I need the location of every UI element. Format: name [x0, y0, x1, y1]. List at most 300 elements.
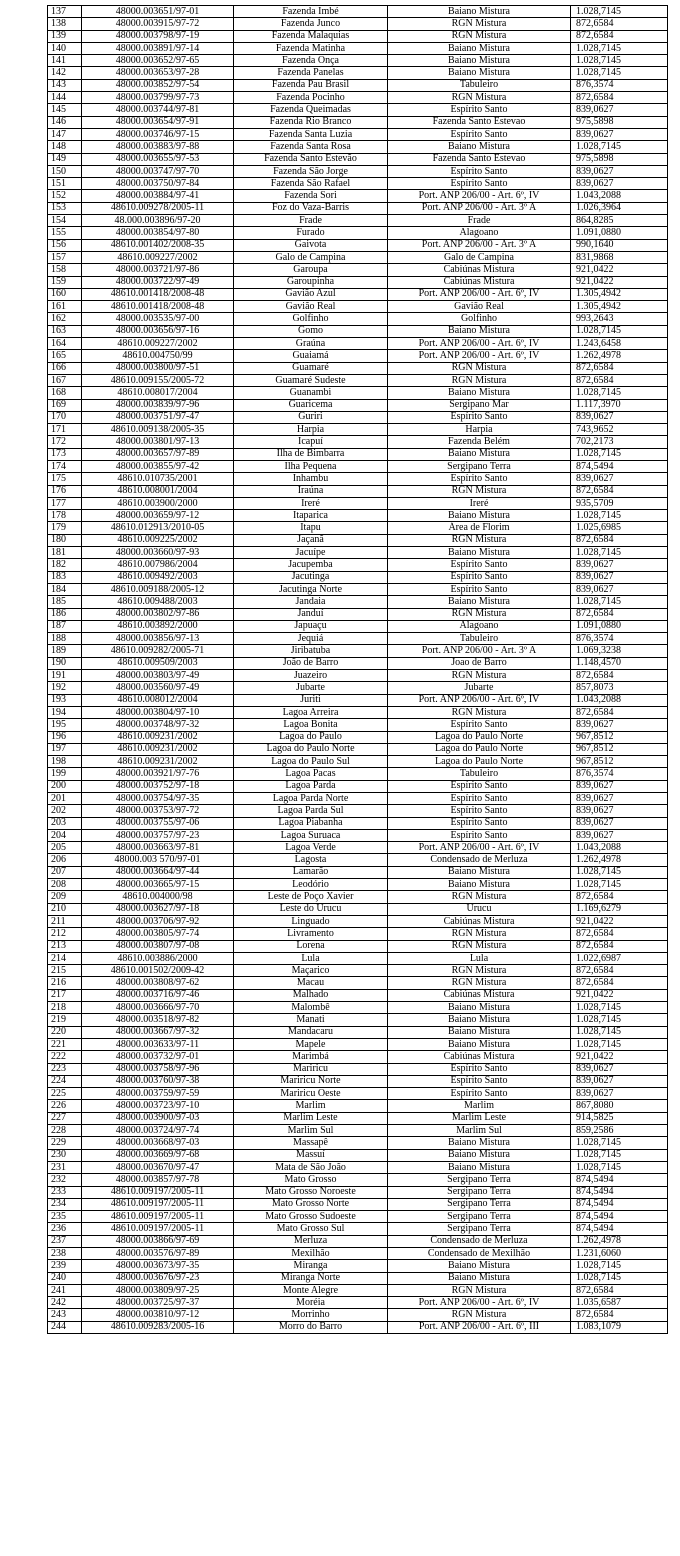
row-number: 155	[48, 227, 82, 239]
row-number: 206	[48, 854, 82, 866]
reference-price: 967,8512	[571, 756, 668, 768]
field-name: Frade	[234, 215, 388, 227]
reference-oil: Espírito Santo	[388, 104, 571, 116]
table-row	[48, 92, 668, 104]
row-number: 233	[48, 1186, 82, 1198]
field-name: Golfinho	[234, 313, 388, 325]
reference-price: 872,6584	[571, 928, 668, 940]
reference-oil: Baiano Mistura	[388, 596, 571, 608]
process-number: 48000.003802/97-86	[82, 608, 234, 620]
reference-price: 872,6584	[571, 670, 668, 682]
field-name: Inhambu	[234, 473, 388, 485]
process-number: 48000.003855/97-42	[82, 460, 234, 472]
process-number: 48000.003666/97-70	[82, 1002, 234, 1014]
field-name: Fazenda São Jorge	[234, 165, 388, 177]
reference-price: 743,9652	[571, 424, 668, 436]
row-number: 147	[48, 128, 82, 140]
process-number: 48000.003884/97-41	[82, 190, 234, 202]
field-name: Marlim Sul	[234, 1125, 388, 1137]
reference-price: 1.028,7145	[571, 1149, 668, 1161]
reference-price: 1.069,3238	[571, 645, 668, 657]
reference-oil: Port. ANP 206/00 - Art. 6º, III	[388, 1321, 571, 1333]
field-name: Gavião Azul	[234, 288, 388, 300]
table-row	[48, 1026, 668, 1038]
reference-price: 831,9868	[571, 251, 668, 263]
row-number: 204	[48, 829, 82, 841]
row-number: 193	[48, 694, 82, 706]
reference-oil: Espírito Santo	[388, 571, 571, 583]
field-name: Japuaçu	[234, 620, 388, 632]
field-name: Mariricu	[234, 1063, 388, 1075]
process-number: 48000.003808/97-62	[82, 977, 234, 989]
row-number: 154	[48, 215, 82, 227]
table-row	[48, 374, 668, 386]
process-number: 48000.003921/97-76	[82, 768, 234, 780]
reference-oil: Lagoa do Paulo Norte	[388, 756, 571, 768]
row-number: 205	[48, 842, 82, 854]
reference-oil: Port. ANP 206/00 - Art. 6º, IV	[388, 288, 571, 300]
reference-oil: Espírito Santo	[388, 719, 571, 731]
reference-oil: RGN Mistura	[388, 940, 571, 952]
field-name: Juazeiro	[234, 670, 388, 682]
reference-price: 935,5709	[571, 497, 668, 509]
table-row	[48, 1297, 668, 1309]
reference-oil: Port. ANP 206/00 - Art. 6º, IV	[388, 338, 571, 350]
reference-oil: Sergipano Terra	[388, 1186, 571, 1198]
field-name: Jiribatuba	[234, 645, 388, 657]
row-number: 153	[48, 202, 82, 214]
row-number: 181	[48, 547, 82, 559]
reference-price: 839,0627	[571, 571, 668, 583]
process-number: 48000.003801/97-13	[82, 436, 234, 448]
reference-price: 921,0422	[571, 915, 668, 927]
table-row	[48, 1112, 668, 1124]
fields-table-container	[47, 5, 667, 1334]
reference-oil: RGN Mistura	[388, 1284, 571, 1296]
field-name: Fazenda Matinha	[234, 42, 388, 54]
table-row	[48, 596, 668, 608]
row-number: 243	[48, 1309, 82, 1321]
field-name: Maçarico	[234, 965, 388, 977]
field-name: Malombê	[234, 1002, 388, 1014]
reference-price: 874,5494	[571, 1186, 668, 1198]
reference-oil: RGN Mistura	[388, 928, 571, 940]
table-row	[48, 485, 668, 497]
row-number: 185	[48, 596, 82, 608]
field-name: Mato Grosso Sul	[234, 1223, 388, 1235]
table-row	[48, 1309, 668, 1321]
table-row	[48, 497, 668, 509]
row-number: 163	[48, 325, 82, 337]
row-number: 211	[48, 915, 82, 927]
reference-price: 1.025,6985	[571, 522, 668, 534]
table-row	[48, 1272, 668, 1284]
table-row	[48, 522, 668, 534]
table-row	[48, 1125, 668, 1137]
process-number: 48000.003807/97-08	[82, 940, 234, 952]
table-row	[48, 227, 668, 239]
table-row	[48, 1235, 668, 1247]
reference-price: 1.117,3970	[571, 399, 668, 411]
table-row	[48, 190, 668, 202]
table-row	[48, 768, 668, 780]
table-row	[48, 608, 668, 620]
reference-price: 1.028,7145	[571, 1260, 668, 1272]
field-name: Lagoa Arreira	[234, 706, 388, 718]
process-number: 48610.008017/2004	[82, 387, 234, 399]
process-number: 48000.003670/97-47	[82, 1161, 234, 1173]
reference-oil: Espírito Santo	[388, 817, 571, 829]
table-row	[48, 842, 668, 854]
table-row	[48, 128, 668, 140]
process-number: 48610.004750/99	[82, 350, 234, 362]
process-number: 48000.003900/97-03	[82, 1112, 234, 1124]
reference-oil: Espírito Santo	[388, 583, 571, 595]
row-number: 212	[48, 928, 82, 940]
table-row	[48, 903, 668, 915]
process-number: 48000.003721/97-86	[82, 264, 234, 276]
row-number: 177	[48, 497, 82, 509]
table-row	[48, 854, 668, 866]
reference-oil: Baiano Mistura	[388, 42, 571, 54]
reference-oil: Galo de Campina	[388, 251, 571, 263]
reference-price: 1.028,7145	[571, 55, 668, 67]
reference-oil: Marlim Leste	[388, 1112, 571, 1124]
field-name: Mandacaru	[234, 1026, 388, 1038]
reference-oil: Cabiúnas Mistura	[388, 264, 571, 276]
table-row	[48, 1223, 668, 1235]
table-row	[48, 215, 668, 227]
table-row	[48, 264, 668, 276]
reference-oil: Baiano Mistura	[388, 1137, 571, 1149]
reference-price: 1.028,7145	[571, 141, 668, 153]
reference-oil: Espírito Santo	[388, 128, 571, 140]
field-name: Fazenda Pau Brasil	[234, 79, 388, 91]
row-number: 224	[48, 1075, 82, 1087]
reference-price: 839,0627	[571, 411, 668, 423]
table-row	[48, 165, 668, 177]
field-name: Gaivota	[234, 239, 388, 251]
reference-oil: Baiano Mistura	[388, 879, 571, 891]
row-number: 223	[48, 1063, 82, 1075]
field-name: Fazenda Panelas	[234, 67, 388, 79]
table-row	[48, 1284, 668, 1296]
process-number: 48000.003852/97-54	[82, 79, 234, 91]
process-number: 48610.012913/2010-05	[82, 522, 234, 534]
reference-price: 921,0422	[571, 264, 668, 276]
reference-oil: Baiano Mistura	[388, 1161, 571, 1173]
reference-price: 867,8080	[571, 1100, 668, 1112]
reference-price: 872,6584	[571, 18, 668, 30]
process-number: 48000.003809/97-25	[82, 1284, 234, 1296]
process-number: 48000.003655/97-53	[82, 153, 234, 165]
field-name: Leste de Poço Xavier	[234, 891, 388, 903]
reference-oil: Cabiúnas Mistura	[388, 915, 571, 927]
reference-price: 921,0422	[571, 989, 668, 1001]
table-row	[48, 1321, 668, 1333]
reference-oil: Joao de Barro	[388, 657, 571, 669]
row-number: 219	[48, 1014, 82, 1026]
table-row	[48, 1014, 668, 1026]
table-row	[48, 1051, 668, 1063]
process-number: 48000.003673/97-35	[82, 1260, 234, 1272]
process-number: 48610.007986/2004	[82, 559, 234, 571]
row-number: 222	[48, 1051, 82, 1063]
table-row	[48, 1161, 668, 1173]
field-name: Jacuípe	[234, 547, 388, 559]
table-row	[48, 1260, 668, 1272]
row-number: 158	[48, 264, 82, 276]
process-number: 48000.003667/97-32	[82, 1026, 234, 1038]
reference-oil: RGN Mistura	[388, 977, 571, 989]
field-name: Mato Grosso Norte	[234, 1198, 388, 1210]
row-number: 238	[48, 1247, 82, 1259]
table-row	[48, 1038, 668, 1050]
reference-oil: Golfinho	[388, 313, 571, 325]
table-row	[48, 952, 668, 964]
process-number: 48000.003664/97-44	[82, 866, 234, 878]
reference-oil: Port. ANP 206/00 - Art. 3º A	[388, 202, 571, 214]
process-number: 48000.003866/97-69	[82, 1235, 234, 1247]
reference-oil: Baiano Mistura	[388, 67, 571, 79]
reference-price: 1.028,7145	[571, 1161, 668, 1173]
reference-price: 839,0627	[571, 805, 668, 817]
field-name: Marlim Leste	[234, 1112, 388, 1124]
reference-oil: Sergipano Mar	[388, 399, 571, 411]
table-row	[48, 1075, 668, 1087]
reference-oil: Baiano Mistura	[388, 1038, 571, 1050]
reference-price: 1.028,7145	[571, 67, 668, 79]
field-name: Mexilhão	[234, 1247, 388, 1259]
process-number: 48000.003747/97-70	[82, 165, 234, 177]
row-number: 197	[48, 743, 82, 755]
row-number: 189	[48, 645, 82, 657]
reference-price: 876,3574	[571, 633, 668, 645]
reference-oil: Baiano Mistura	[388, 510, 571, 522]
process-number: 48000.003654/97-91	[82, 116, 234, 128]
row-number: 235	[48, 1211, 82, 1223]
row-number: 140	[48, 42, 82, 54]
reference-price: 864,8285	[571, 215, 668, 227]
field-name: Marlim	[234, 1100, 388, 1112]
process-number: 48000.003746/97-15	[82, 128, 234, 140]
row-number: 240	[48, 1272, 82, 1284]
process-number: 48610.009231/2002	[82, 743, 234, 755]
field-name: Lagosta	[234, 854, 388, 866]
reference-price: 872,6584	[571, 92, 668, 104]
reference-price: 1.083,1079	[571, 1321, 668, 1333]
process-number: 48610.009225/2002	[82, 534, 234, 546]
reference-price: 872,6584	[571, 485, 668, 497]
row-number: 214	[48, 952, 82, 964]
reference-price: 839,0627	[571, 583, 668, 595]
field-name: Linguado	[234, 915, 388, 927]
row-number: 229	[48, 1137, 82, 1149]
reference-oil: Baiano Mistura	[388, 6, 571, 18]
reference-oil: Alagoano	[388, 227, 571, 239]
reference-oil: RGN Mistura	[388, 965, 571, 977]
field-name: Monte Alegre	[234, 1284, 388, 1296]
field-name: Macau	[234, 977, 388, 989]
reference-oil: RGN Mistura	[388, 670, 571, 682]
process-number: 48610.009197/2005-11	[82, 1198, 234, 1210]
row-number: 192	[48, 682, 82, 694]
field-name: Garoupinha	[234, 276, 388, 288]
process-number: 48000.003716/97-46	[82, 989, 234, 1001]
field-name: Fazenda Malaquias	[234, 30, 388, 42]
process-number: 48610.009197/2005-11	[82, 1211, 234, 1223]
reference-price: 1.028,7145	[571, 6, 668, 18]
process-number: 48000.003627/97-18	[82, 903, 234, 915]
field-name: Foz do Vaza-Barris	[234, 202, 388, 214]
row-number: 162	[48, 313, 82, 325]
field-name: Lagoa Parda Sul	[234, 805, 388, 817]
row-number: 203	[48, 817, 82, 829]
field-name: Morrinho	[234, 1309, 388, 1321]
process-number: 48000.003758/97-96	[82, 1063, 234, 1075]
reference-price: 872,6584	[571, 608, 668, 620]
reference-price: 1.028,7145	[571, 1002, 668, 1014]
reference-oil: Espírito Santo	[388, 165, 571, 177]
reference-oil: RGN Mistura	[388, 92, 571, 104]
table-row	[48, 79, 668, 91]
row-number: 171	[48, 424, 82, 436]
reference-price: 872,6584	[571, 1284, 668, 1296]
field-name: Mapele	[234, 1038, 388, 1050]
table-row	[48, 460, 668, 472]
table-row	[48, 583, 668, 595]
reference-price: 975,5898	[571, 116, 668, 128]
row-number: 207	[48, 866, 82, 878]
field-name: Fazenda Junco	[234, 18, 388, 30]
process-number: 48610.010735/2001	[82, 473, 234, 485]
table-row	[48, 1198, 668, 1210]
process-number: 48610.001502/2009-42	[82, 965, 234, 977]
table-row	[48, 756, 668, 768]
field-name: Guaiamá	[234, 350, 388, 362]
process-number: 48000.003732/97-01	[82, 1051, 234, 1063]
table-row	[48, 30, 668, 42]
reference-price: 1.305,4942	[571, 288, 668, 300]
reference-oil: Sergipano Terra	[388, 1174, 571, 1186]
row-number: 176	[48, 485, 82, 497]
reference-oil: Baiano Mistura	[388, 1014, 571, 1026]
table-row	[48, 977, 668, 989]
row-number: 213	[48, 940, 82, 952]
reference-oil: Fazenda Belém	[388, 436, 571, 448]
process-number: 48000.003810/97-12	[82, 1309, 234, 1321]
reference-oil: RGN Mistura	[388, 374, 571, 386]
process-number: 48000.003750/97-84	[82, 178, 234, 190]
table-row	[48, 1186, 668, 1198]
reference-oil: Espírito Santo	[388, 793, 571, 805]
table-row	[48, 6, 668, 18]
field-name: Furado	[234, 227, 388, 239]
field-name: Mariricu Oeste	[234, 1088, 388, 1100]
row-number: 209	[48, 891, 82, 903]
process-number: 48000.003856/97-13	[82, 633, 234, 645]
table-row	[48, 891, 668, 903]
reference-oil: RGN Mistura	[388, 534, 571, 546]
reference-price: 859,2586	[571, 1125, 668, 1137]
row-number: 174	[48, 460, 82, 472]
reference-oil: Condensado de Merluza	[388, 854, 571, 866]
field-name: Fazenda Santo Estevão	[234, 153, 388, 165]
table-row	[48, 1137, 668, 1149]
row-number: 190	[48, 657, 82, 669]
table-row	[48, 928, 668, 940]
row-number: 139	[48, 30, 82, 42]
field-name: Lagoa Verde	[234, 842, 388, 854]
process-number: 48000.003722/97-49	[82, 276, 234, 288]
reference-oil: RGN Mistura	[388, 891, 571, 903]
row-number: 166	[48, 362, 82, 374]
row-number: 220	[48, 1026, 82, 1038]
field-name: Jacutinga Norte	[234, 583, 388, 595]
process-number: 48.000.003896/97-20	[82, 215, 234, 227]
table-row	[48, 1211, 668, 1223]
reference-price: 1.028,7145	[571, 1137, 668, 1149]
table-row	[48, 829, 668, 841]
reference-price: 1.243,6458	[571, 338, 668, 350]
reference-oil: Marlim Sul	[388, 1125, 571, 1137]
reference-price: 839,0627	[571, 829, 668, 841]
reference-price: 872,6584	[571, 706, 668, 718]
process-number: 48610.009138/2005-35	[82, 424, 234, 436]
field-name: Leodório	[234, 879, 388, 891]
process-number: 48000.003804/97-10	[82, 706, 234, 718]
row-number: 170	[48, 411, 82, 423]
reference-oil: RGN Mistura	[388, 1309, 571, 1321]
table-row	[48, 1174, 668, 1186]
reference-oil: Port. ANP 206/00 - Art. 6º, IV	[388, 694, 571, 706]
field-name: Lagoa do Paulo Norte	[234, 743, 388, 755]
process-number: 48000.003799/97-73	[82, 92, 234, 104]
reference-oil: Espírito Santo	[388, 805, 571, 817]
table-row	[48, 1063, 668, 1075]
reference-oil: Sergipano Terra	[388, 1223, 571, 1235]
reference-oil: Baiano Mistura	[388, 866, 571, 878]
row-number: 161	[48, 301, 82, 313]
reference-price: 1.028,7145	[571, 42, 668, 54]
table-row	[48, 866, 668, 878]
reference-price: 839,0627	[571, 719, 668, 731]
row-number: 160	[48, 288, 82, 300]
reference-price: 874,5494	[571, 1198, 668, 1210]
process-number: 48610.009488/2003	[82, 596, 234, 608]
reference-price: 872,6584	[571, 940, 668, 952]
row-number: 242	[48, 1297, 82, 1309]
process-number: 48000.003755/97-06	[82, 817, 234, 829]
reference-oil: Espírito Santo	[388, 1088, 571, 1100]
reference-oil: Port. ANP 206/00 - Art. 6º, IV	[388, 350, 571, 362]
table-row	[48, 387, 668, 399]
row-number: 227	[48, 1112, 82, 1124]
process-number: 48610.009231/2002	[82, 756, 234, 768]
process-number: 48610.009227/2002	[82, 251, 234, 263]
reference-oil: RGN Mistura	[388, 362, 571, 374]
table-row	[48, 559, 668, 571]
row-number: 156	[48, 239, 82, 251]
process-number: 48610.001418/2008-48	[82, 301, 234, 313]
table-row	[48, 1002, 668, 1014]
row-number: 244	[48, 1321, 82, 1333]
process-number: 48610.001402/2008-35	[82, 239, 234, 251]
reference-oil: Cabiúnas Mistura	[388, 989, 571, 1001]
table-row	[48, 510, 668, 522]
field-name: Itapu	[234, 522, 388, 534]
reference-price: 1.028,7145	[571, 448, 668, 460]
